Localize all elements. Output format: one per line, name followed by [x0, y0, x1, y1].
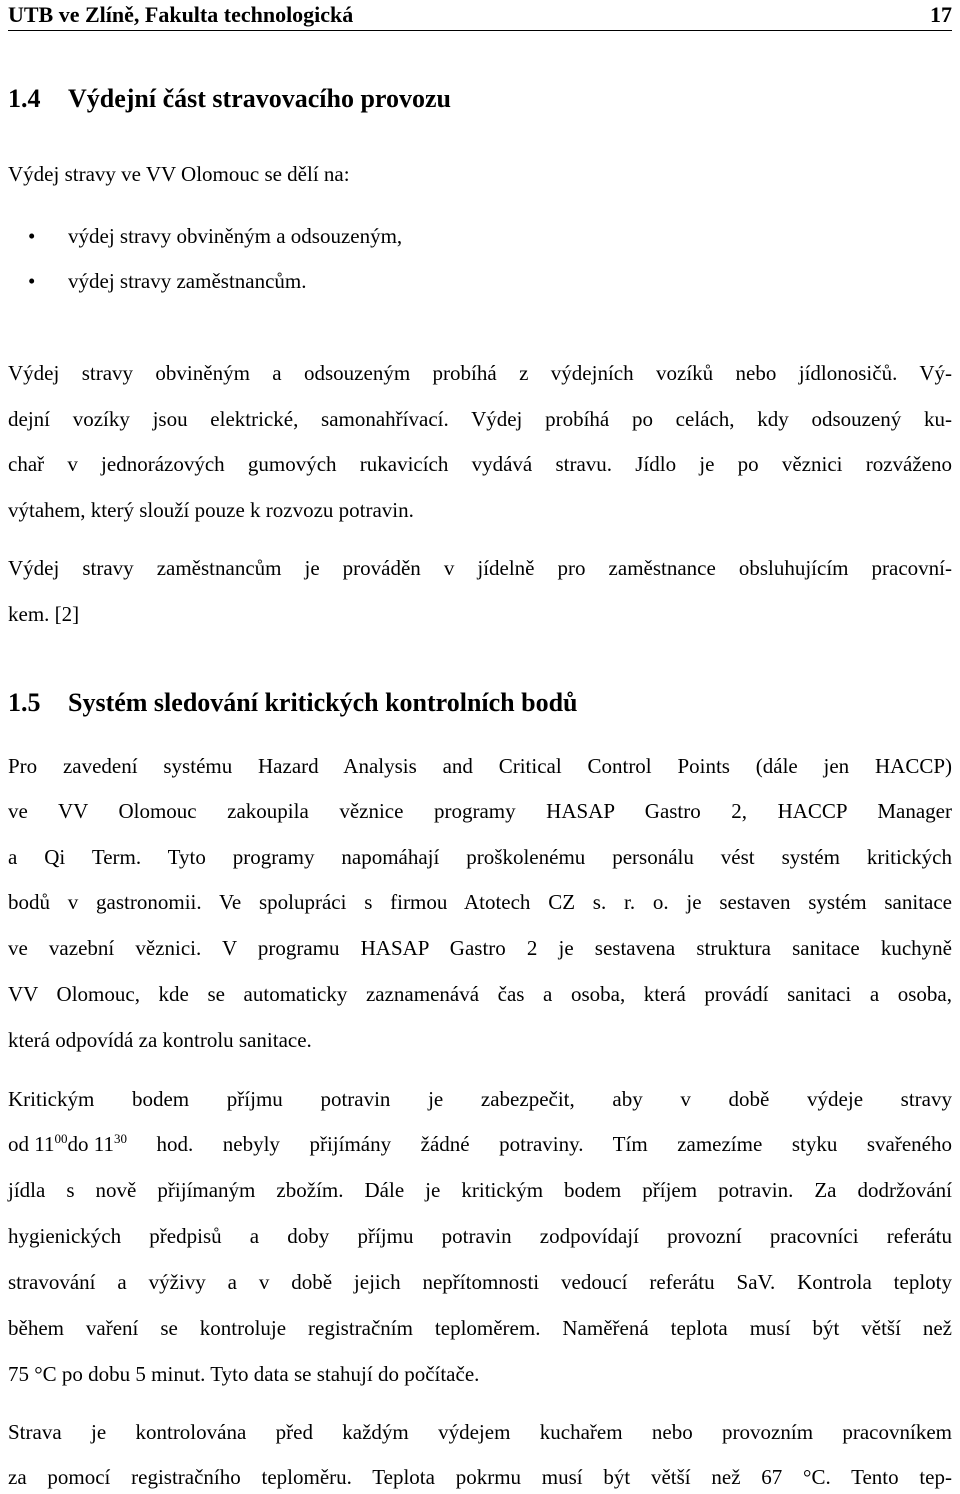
paragraph-line: během vaření se kontroluje registračním teploměrem. Naměřená teplota musí být větší než: [8, 1316, 952, 1340]
paragraph-line: Strava je kontrolována před každým výdejem kuchařem nebo provozním pracovníkem: [8, 1420, 952, 1444]
section-number: 1.4: [8, 84, 41, 113]
paragraph-line: Kritickým bodem příjmu potravin je zabezpečit, aby v době výdeje stravy: [8, 1087, 952, 1111]
paragraph-line: výtahem, který slouží pouze k rozvozu potravin.: [8, 498, 414, 522]
page-header: [8, 0, 952, 31]
paragraph-line: bodů v gastronomii. Ve spolupráci s firmou Atotech CZ s. r. o. je sestaven systém sanitace: [8, 890, 952, 914]
section-heading-1-4: [8, 84, 451, 114]
paragraph-line: Pro zavedení systému Hazard Analysis and Critical Control Points (dále jen HACCP): [8, 754, 952, 778]
paragraph-line: Výdej stravy zaměstnancům je prováděn v jídelně pro zaměstnance obsluhujícím pracovní-: [8, 556, 952, 580]
text-segment: do 11: [67, 1132, 114, 1156]
paragraph-line: kem. [2]: [8, 602, 80, 626]
bullet-icon: •: [28, 269, 36, 293]
list-item-text: výdej stravy zaměstnancům.: [68, 269, 307, 293]
paragraph-line: VV Olomouc, kde se automaticky zaznamenává čas a osoba, která provádí sanitaci a osoba,: [8, 982, 952, 1006]
paragraph-line: hygienických předpisů a doby příjmu potravin zodpovídají provozní pracovníci referátu: [8, 1224, 952, 1248]
section-number: 1.5: [8, 688, 41, 717]
paragraph-line: 75 °C po dobu 5 minut. Tyto data se stahují do počítače.: [8, 1362, 480, 1386]
superscript: 00: [54, 1131, 68, 1146]
paragraph-line: za pomocí registračního teploměru. Teplota pokrmu musí být větší než 67 °C. Tento tep-: [8, 1465, 952, 1489]
list-item-text: výdej stravy obviněným a odsouzeným,: [68, 224, 403, 248]
list-item: [28, 224, 402, 249]
paragraph-line: dejní vozíky jsou elektrické, samonahřívací. Výdej probíhá po celách, kdy odsouzený ku-: [8, 407, 952, 431]
section-title: Výdejní část stravovacího provozu: [68, 84, 452, 113]
paragraph-line: Výdej stravy obviněným a odsouzeným probíhá z výdejních vozíků nebo jídlonosičů. Vý-: [8, 361, 952, 385]
paragraph-line: stravování a výživy a v době jejich nepřítomnosti vedoucí referátu SaV. Kontrola teploty: [8, 1270, 952, 1294]
section-heading-1-5: [8, 688, 578, 718]
text-segment: od 11: [8, 1132, 55, 1156]
paragraph-line: ve VV Olomouc zakoupila věznice programy HASAP Gastro 2, HACCP Manager: [8, 799, 952, 823]
paragraph-line-superscripts: [8, 1132, 952, 1157]
paragraph-line: ve vazební věznici. V programu HASAP Gastro 2 je sestavena struktura sanitace kuchyně: [8, 936, 952, 960]
paragraph-line: chař v jednorázových gumových rukavicích vydává stravu. Jídlo je po věznici rozváženo: [8, 452, 952, 476]
paragraph-line: a Qi Term. Tyto programy napomáhají proškolenému personálu vést systém kritických: [8, 845, 952, 869]
page-number: 17: [930, 2, 952, 27]
section-title: Systém sledování kritických kontrolních bodů: [68, 688, 578, 717]
text-segment: hod. nebyly přijímány žádné potraviny. Tím zamezíme styku svařeného: [126, 1132, 952, 1156]
paragraph-line: která odpovídá za kontrolu sanitace.: [8, 1028, 312, 1052]
header-title: UTB ve Zlíně, Fakulta technologická: [8, 2, 354, 27]
superscript: 30: [113, 1131, 127, 1146]
list-item: [28, 269, 307, 294]
paragraph-line: jídla s nově přijímaným zbožím. Dále je kritickým bodem příjem potravin. Za dodržování: [8, 1178, 952, 1202]
intro-paragraph: Výdej stravy ve VV Olomouc se dělí na:: [8, 162, 350, 186]
bullet-icon: •: [28, 224, 36, 248]
